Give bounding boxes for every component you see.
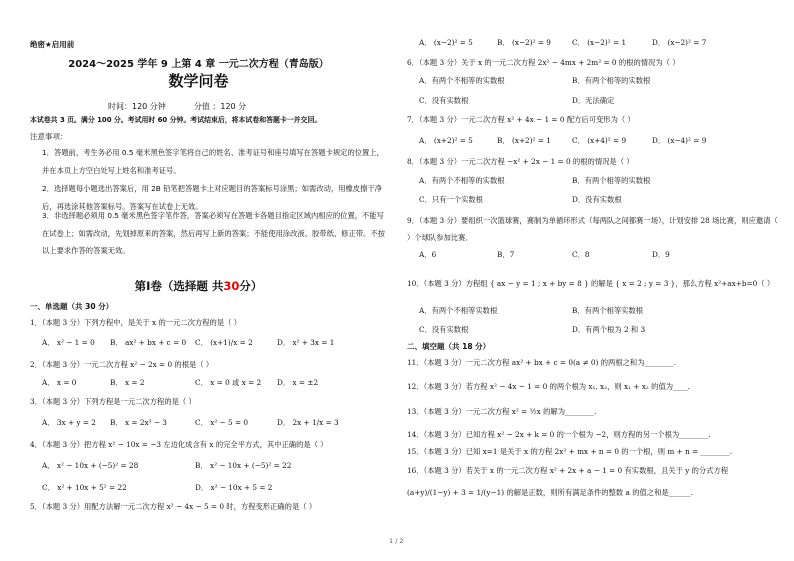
option-c: C． x² − 5 = 0 [195, 418, 249, 427]
option-c: C．没有实数根 [419, 96, 469, 105]
fill-question: 12．（本题 3 分）若方程 x² − 4x − 1 = 0 的两个根为 x₁, x₂，则 x₁ + x₂ 的值为____. [407, 382, 690, 391]
question-stem: 4．（本题 3 分）把方程 x² − 10x = −3 左边化成含有 x 的完全平方式，其中正确的是（ ） [30, 440, 328, 449]
fill-question: 11．（本题 3 分）一元二次方程 ax² + bx + c = 0(a ≠ 0) 的两根之和为________. [407, 358, 677, 367]
option-d: D． (x−2)² = 7 [652, 38, 707, 47]
option-d: D．无法确定 [572, 96, 615, 105]
option-c: C． x = 0 或 x = 2 [195, 378, 262, 387]
option-a: A． x² − 10x + (−5)² = 28 [42, 461, 139, 470]
part-title [0, 278, 397, 294]
part-title-pre: 第Ⅰ卷（选择题 共 [134, 279, 224, 293]
note-item: 1．答题前，考生务必用 0.5 毫米黑色签字笔将自己的姓名、准考证号和座号填写在答题卡规定的位置上，并在本页上方空白处写上姓名和准考证号。 [42, 148, 384, 175]
option-a: A． x = 0 [42, 378, 77, 387]
option-b: B． x = 2x³ − 3 [110, 418, 167, 427]
question-stem: 1．（本题 3 分）下列方程中，是关于 x 的一元二次方程的是（ ） [30, 318, 242, 327]
option-d: D． x² − 10x + 5 = 2 [195, 483, 273, 492]
page-number: 1 / 2 [389, 537, 404, 545]
part-title-score: 30 [223, 279, 240, 293]
option-d: D．没有实数根 [572, 195, 622, 204]
question-stem: 3．（本题 3 分）下列方程是一元二次方程的是（ ） [30, 397, 196, 406]
option-b: B．有两个相等的实数根 [572, 76, 651, 85]
option-a: A． x² − 1 = 0 [42, 338, 95, 347]
section-heading: 二、填空题（共 18 分） [407, 342, 491, 351]
option-a: A．有两个不相等的实数根 [419, 76, 505, 85]
exam-intro: 本试卷共 3 页。满分 100 分。考试用时 60 分钟。考试结束后，将本试卷和答题卡一并交回。 [30, 116, 322, 124]
option-b: B． ax² + bx + c = 0 [110, 338, 187, 347]
part-title-post: 分） [239, 279, 263, 293]
notes-heading: 注意事项： [30, 132, 68, 141]
option-d: D． x² + 3x = 1 [277, 338, 335, 347]
question-stem: 8．（本题 3 分）一元二次方程 −x² + 2x − 1 = 0 的根的情况是（ ） [407, 157, 634, 166]
option-c: C．8 [572, 250, 590, 259]
fill-question: 13．（本题 3 分）一元二次方程 x² = ½x 的解为________. [407, 407, 597, 416]
fill-question: 15．（本题 3 分）已知 x=1 是关于 x 的方程 2x² + mx + n = 0 的一个根，则 m + n = ________. [407, 447, 733, 456]
option-a: A．6 [419, 250, 437, 259]
option-b: B．有两个相等的实数根 [572, 176, 651, 185]
fill-question: 14．（本题 3 分）已知方程 x² − 2x + k = 0 的一个根为 −2，则方程的另一个根为________. [407, 430, 711, 439]
option-a: A． 3x + y = 2 [42, 418, 96, 427]
option-c: C． (x+4)² = 9 [572, 136, 627, 145]
option-c: C．只有一个实数根 [419, 195, 483, 204]
exam-meta [108, 101, 246, 112]
note-item: 3．非选择题必须用 0.5 毫米黑色签字笔作答，答案必须写在答题卡各题目指定区域内相应的位置，不能写在试卷上；如需改动，先划掉原来的答案，然后再写上新的答案；不能使用涂改液、胶带纸、修正带。不按以上要求作答的答案无效。 [42, 211, 385, 255]
exam-score: 分值 ：120 分 [193, 102, 247, 111]
option-a: A． (x+2)² = 5 [419, 136, 473, 145]
question-stem: 5．（本题 3 分）用配方法解一元二次方程 x² − 4x − 5 = 0 时，方程变形正确的是（ ） [30, 502, 317, 511]
question-stem: 10．（本题 3 分）方程组 { ax − y = 1 ; x + by = 8 } 的解是 { x = 2 ; y = 3 }，那么方程 x²+ax+b=0（ ） [407, 279, 775, 288]
question-stem: 7．（本题 3 分）一元二次方程 x² + 4x − 1 = 0 配方后可变形为（ ） [407, 115, 635, 124]
option-b: B． (x−2)² = 9 [497, 38, 551, 47]
option-b: B． x² − 10x + (−5)² = 22 [195, 461, 292, 470]
question-stem: 6．（本题 3 分）关于 x 的一元二次方程 2x² − 4mx + 2m² = 0 的根的情况为（ ） [407, 58, 680, 67]
fill-question: 16．（本题 3 分）若关于 x 的一元二次方程 x² + 2x + a − 1 = 0 有实数根，且关于 y 的分式方程 [407, 466, 729, 475]
option-a: A．有两个不相等的实数根 [419, 176, 505, 185]
option-d: D． 2x + 1/x = 3 [277, 418, 339, 427]
option-b: B． (x+2)² = 1 [497, 136, 551, 145]
option-d: D． x = ±2 [277, 378, 319, 387]
option-c: C．没有实数根 [419, 325, 469, 334]
question-stem: 2．（本题 3 分）一元二次方程 x² − 2x = 0 的根是（ ） [30, 360, 214, 369]
note-item: 2．选择题每小题选出答案后，用 2B 铅笔把答题卡上对应题目的答案标号涂黑；如需改动，用橡皮擦干净后，再选涂其他答案标号。答案写在试卷上无效。 [42, 184, 382, 211]
fill-question: (a+y)/(1−y) + 3 = 1/(y−1) 的解是正数，则所有满足条件的整数 a 的值之和是______. [407, 488, 693, 497]
question-stem: 9．（本题 3 分）要组织一次篮球赛，赛制为单循环形式（每两队之间都赛一场），计划安排 28 场比赛，则应邀请（ ）个球队参加比赛． [407, 216, 778, 242]
option-d: D．9 [652, 250, 670, 259]
option-b: B． x = 2 [110, 378, 145, 387]
exam-title: 2024～2025 学年 9 上第 4 章 一元二次方程（青岛版） [68, 59, 329, 70]
option-b: B．7 [497, 250, 515, 259]
option-a: A． (x−2)² = 5 [419, 38, 473, 47]
option-d: D．有两个根为 2 和 3 [572, 325, 646, 334]
option-c: C． (x+1)/x = 2 [195, 338, 253, 347]
confidential-mark: 绝密★启用前 [30, 40, 75, 49]
option-d: D． (x−4)² = 9 [652, 136, 707, 145]
section-heading: 一、单选题（共 30 分） [30, 302, 114, 311]
option-c: C． (x−2)² = 1 [572, 38, 627, 47]
exam-subtitle: 数学问卷 [168, 72, 229, 90]
option-a: A．有两个不相等实数根 [419, 306, 498, 315]
option-b: B．有两个相等实数根 [572, 306, 644, 315]
exam-time: 时间：120 分钟 [108, 102, 166, 111]
option-c: C． x² + 10x + 5² = 22 [42, 483, 127, 492]
right-column [397, 0, 794, 561]
